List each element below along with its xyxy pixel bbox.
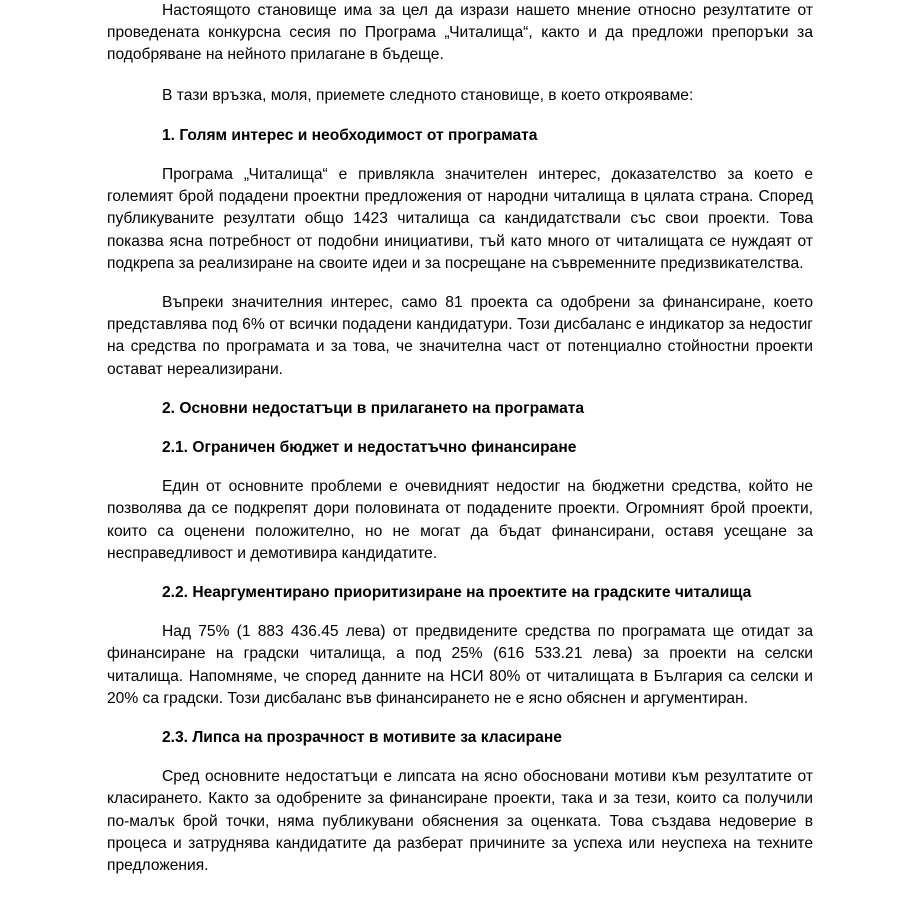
section-1-paragraph-2: Въпреки значителния интерес, само 81 проекта са одобрени за финансиране, което представлява под 6% от всички подадени кандидатури. Този дисбаланс е индикатор за недостиг на средства по програмата и за това, че значителна част от потенциално стойностни проекти остават нереализирани. (107, 294, 813, 378)
section-1-heading: 1. Голям интерес и необходимост от програмата (162, 126, 538, 144)
document-page (107, 0, 813, 877)
section-2-1-paragraph: Един от основните проблеми е очевидният недостиг на бюджетни средства, който не позволява да се подкрепят дори половината от подадените проекти. Огромният брой проекти, които са оценени положително, но не могат да бъдат финансирани, оставя усещане за несправедливост и демотивира кандидатите. (107, 478, 813, 562)
intro-paragraph: Настоящото становище има за цел да изрази нашето мнение относно резултатите от проведената конкурсна сесия по Програма „Читалища“, както и да предложи препоръки за подобряване на нейното прилагане в бъдеще. (107, 2, 813, 64)
section-1-paragraph-1: Програма „Читалища“ е привлякла значителен интерес, доказателство за което е големият брой подадени проектни предложения от народни читалища в цялата страна. Според публикуваните резултати общо 1423 читалища са кандидатствали със свои проекти. Това показва ясна потребност от подобни инициативи, тъй като много от читалищата се нуждаят от подкрепа за реализиране на своите идеи и за посрещане на съвременните предизвикателства. (107, 166, 813, 272)
lead-paragraph: В тази връзка, моля, приемете следното становище, в което открояваме: (162, 86, 694, 104)
section-2-2-paragraph: Над 75% (1 883 436.45 лева) от предвидените средства по програмата ще отидат за финансиране на градски читалища, а под 25% (616 533.21 лева) за проекти на селски читалища. Напомняме, че според данните на НСИ 80% от читалищата в България са селски и 20% са градски. Този дисбаланс във финансирането не е ясно обяснен и аргументиран. (107, 623, 813, 707)
section-2-3-paragraph: Сред основните недостатъци е липсата на ясно обосновани мотиви към резултатите от класирането. Както за одобрените за финансиране проекти, така и за тези, които са получили по-малък брой точки, няма публикувани обяснения за оценката. Това създава недоверие в процеса и затруднява кандидатите да разберат причините за успеха или неуспеха на техните предложения. (107, 768, 813, 875)
section-2-1-heading: 2.1. Ограничен бюджет и недостатъчно финансиране (162, 439, 577, 457)
section-2-2-heading: 2.2. Неаргументирано приоритизиране на проектите на градските читалища (162, 584, 752, 602)
section-2-3-heading: 2.3. Липса на прозрачност в мотивите за класиране (162, 729, 562, 747)
section-2-heading: 2. Основни недостатъци в прилагането на програмата (162, 399, 585, 417)
